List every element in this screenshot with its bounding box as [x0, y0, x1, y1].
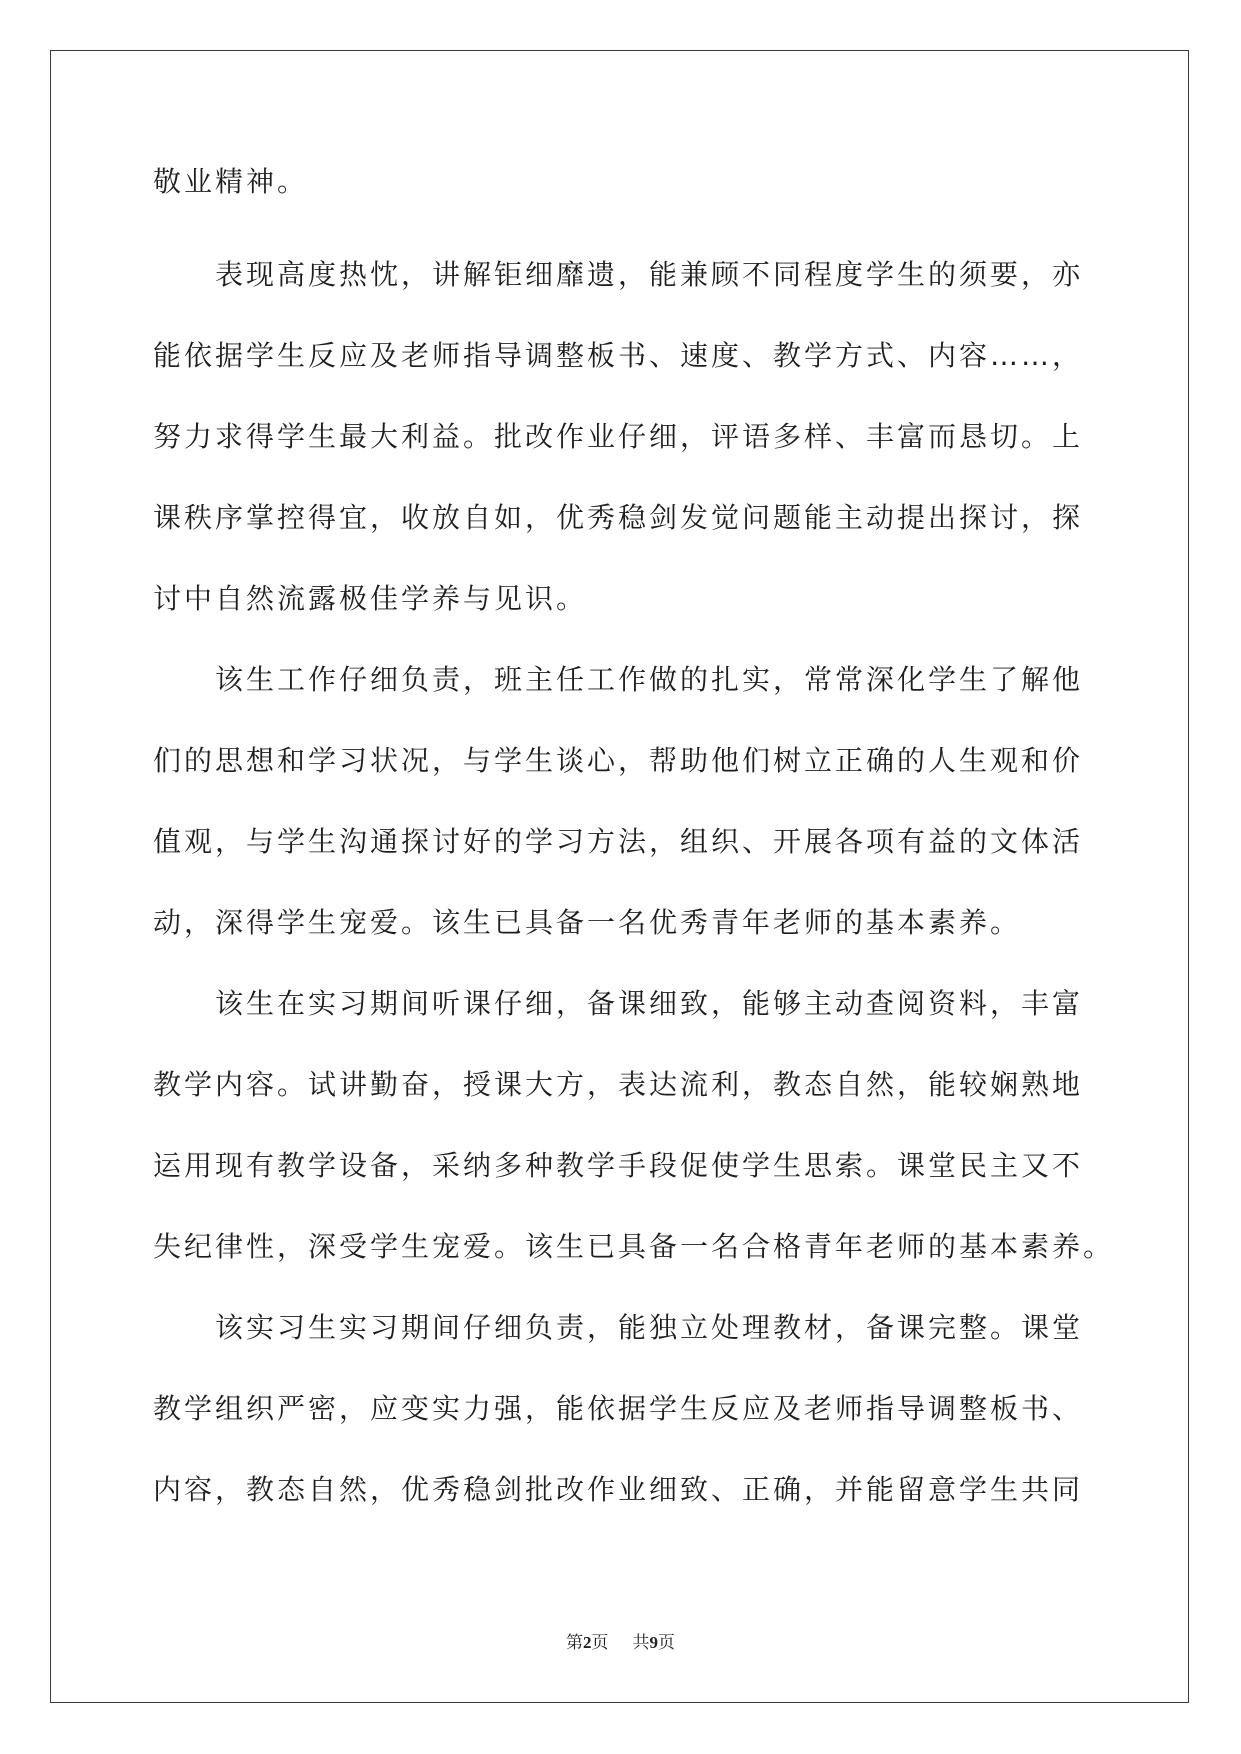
text-line: 该实习生实习期间仔细负责，能独立处理教材，备课完整。课堂	[215, 1311, 1084, 1344]
text-line: 内容，教态自然，优秀稳剑批改作业细致、正确，并能留意学生共同	[153, 1473, 1084, 1506]
total-suffix: 页	[658, 1633, 675, 1652]
paragraph	[153, 141, 1093, 222]
total-pages-label	[633, 1633, 676, 1652]
text-line: 值观，与学生沟通探讨好的学习方法，组织、开展各项有益的文体活	[153, 825, 1084, 858]
text-line: 动，深得学生宠爱。该生已具备一名优秀青年老师的基本素养。	[153, 906, 1022, 939]
text-line: 失纪律性，深受学生宠爱。该生已具备一名合格青年老师的基本素养。	[153, 1230, 1115, 1263]
paragraph	[153, 639, 1093, 963]
page-footer	[0, 1628, 1241, 1653]
text-line: 运用现有教学设备，采纳多种教学手段促使学生思索。课堂民主又不	[153, 1149, 1084, 1182]
text-line: 讨中自然流露极佳学养与见识。	[153, 582, 588, 615]
text-line: 表现高度热忱，讲解钜细靡遗，能兼顾不同程度学生的须要，亦	[215, 258, 1084, 291]
text-line: 能依据学生反应及老师指导调整板书、速度、教学方式、内容……，	[153, 339, 1084, 372]
page-suffix: 页	[591, 1633, 609, 1652]
paragraph	[153, 963, 1115, 1287]
text-line: 教学内容。试讲勤奋，授课大方，表达流利，教态自然，能较娴熟地	[153, 1068, 1084, 1101]
text-line: 敬业精神。	[153, 165, 309, 198]
text-line: 该生工作仔细负责，班主任工作做的扎实，常常深化学生了解他	[215, 663, 1084, 696]
paragraph	[153, 234, 1093, 639]
total-pages-number: 9	[649, 1633, 658, 1652]
text-line: 该生在实习期间听课仔细，备课细致，能够主动查阅资料，丰富	[215, 987, 1084, 1020]
text-line: 课秩序掌控得宜，收放自如，优秀稳剑发觉问题能主动提出探讨，探	[153, 501, 1084, 534]
current-page-number: 2	[583, 1633, 592, 1652]
text-line: 努力求得学生最大利益。批改作业仔细，评语多样、丰富而恳切。上	[153, 420, 1084, 453]
total-prefix: 共	[632, 1633, 650, 1652]
document-body	[153, 141, 1115, 1530]
paragraph	[153, 1287, 1093, 1530]
text-line: 教学组织严密，应变实力强，能依据学生反应及老师指导调整板书、	[153, 1392, 1084, 1425]
text-line: 们的思想和学习状况，与学生谈心，帮助他们树立正确的人生观和价	[153, 744, 1084, 777]
page-prefix: 第	[566, 1633, 583, 1652]
current-page-label	[566, 1633, 609, 1652]
